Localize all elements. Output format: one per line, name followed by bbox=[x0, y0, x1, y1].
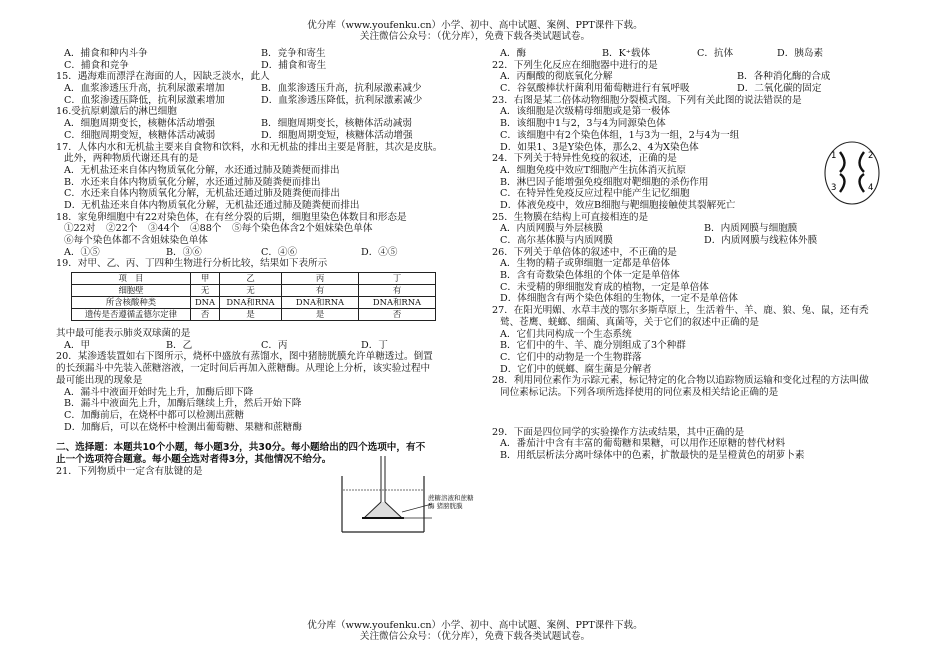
table-header-cell: 乙 bbox=[220, 273, 282, 285]
q27-stem-1: 27．在阳光明媚、水草丰茂的鄂尔多斯草原上，生活着牛、羊、鹿、狼、兔、鼠，还有秃 bbox=[492, 305, 869, 317]
q15-option-a[interactable]: A．血浆渗透压升高，抗利尿激素增加 bbox=[64, 83, 225, 95]
q25-option-a[interactable]: A．内质网膜与外层核膜 bbox=[500, 223, 603, 235]
q16-option-d[interactable]: D．细胞周期变短，核糖体活动增强 bbox=[261, 129, 413, 141]
table-header-row bbox=[72, 273, 436, 285]
q19-options bbox=[56, 340, 466, 352]
footer-line-1: 优分库（www.youfenku.cn）小学、初中、高中试题、案例、PPT课件下载。 bbox=[307, 620, 643, 631]
q29-stem: 29．下面是四位同学的实验操作方法或结果，其中正确的是 bbox=[492, 426, 745, 438]
chromosome-label-2: 2 bbox=[868, 151, 874, 161]
q19-table bbox=[71, 272, 436, 321]
q18-option-b[interactable]: B．③⑥ bbox=[166, 246, 202, 258]
table-row bbox=[72, 309, 436, 321]
q18-items bbox=[56, 223, 466, 235]
q27-stem-2: 鹫、苍鹰、蜣螂、细菌、真菌等，关于它们的叙述中正确的是 bbox=[500, 316, 760, 328]
q15-option-d[interactable]: D．血浆渗透压降低，抗利尿激素减少 bbox=[261, 94, 423, 106]
q16-option-a[interactable]: A．细胞周期变长，核糖体活动增强 bbox=[64, 118, 215, 130]
q22-option-d[interactable]: D．二氧化碳的固定 bbox=[737, 83, 822, 95]
q22-stem: 22．下列生化反应在细胞器中进行的是 bbox=[492, 59, 658, 71]
q22-option-a[interactable]: A．丙酮酸的彻底氧化分解 bbox=[500, 71, 613, 83]
q14-options-row-1 bbox=[56, 48, 466, 60]
q17-stem-1: 17．人体内水和无机盐主要来自食物和饮料，水和无机盐的排出主要是肾脏，其次是皮肤。 bbox=[56, 141, 443, 153]
table-cell: 否 bbox=[191, 309, 220, 321]
q21-option-d[interactable]: D．胰岛素 bbox=[777, 48, 824, 59]
table-header-cell: 甲 bbox=[191, 273, 220, 285]
table-row bbox=[72, 285, 436, 297]
q24-option-d[interactable]: D．体液免疫中，效应B细胞与靶细胞接触使其裂解死亡 bbox=[500, 199, 736, 211]
q19-table-wrap bbox=[56, 270, 466, 328]
chromosome-label-1: 1 bbox=[831, 151, 837, 161]
q18-item-2: ②22个 bbox=[106, 223, 138, 235]
osmosis-apparatus-figure bbox=[340, 456, 475, 536]
q26-stem: 26．下列关于单倍体的叙述中，不正确的是 bbox=[492, 246, 677, 258]
table-row bbox=[72, 297, 436, 309]
q15-options-row-2 bbox=[56, 95, 466, 107]
table-cell: 是 bbox=[282, 309, 359, 321]
table-cell: 有 bbox=[359, 285, 436, 297]
q25-options-row-2 bbox=[492, 235, 902, 247]
q17-option-c[interactable]: C．水还来自体内物质氧化分解，无机盐还通过肺及随粪便而排出 bbox=[64, 188, 340, 200]
q21-option-b[interactable]: B．K⁺载体 bbox=[602, 48, 651, 59]
chromosome-3 bbox=[840, 174, 845, 192]
q21-option-a[interactable]: A．酶 bbox=[500, 48, 527, 59]
q15-stem: 15．遇海难而漂浮在海面的人，因缺乏淡水，此人 bbox=[56, 71, 270, 83]
table-cell: 细胞壁 bbox=[72, 285, 191, 297]
header-line-2: 关注微信公众号：（优分库），免费下载各类试题试卷。 bbox=[359, 31, 591, 42]
q24-option-a[interactable]: A．细胞免疫中效应T细胞产生抗体消灭抗原 bbox=[500, 164, 687, 176]
table-cell: 无 bbox=[191, 285, 220, 297]
q16-option-c[interactable]: C．细胞周期变短，核糖体活动减弱 bbox=[64, 129, 216, 141]
q26-option-b[interactable]: B．含有奇数染色体组的个体一定是单倍体 bbox=[500, 270, 680, 282]
chromosome-1 bbox=[840, 152, 845, 172]
q18-option-a[interactable]: A．①⑤ bbox=[64, 246, 100, 258]
q24-option-b[interactable]: B．淋巴因子能增强免疫细胞对靶细胞的杀伤作用 bbox=[500, 176, 709, 188]
q15-option-b[interactable]: B．血浆渗透压升高，抗利尿激素减少 bbox=[261, 83, 422, 95]
q20-option-a[interactable]: A．漏斗中液面开始时先上升，加酶后即下降 bbox=[64, 386, 254, 398]
q20-option-b[interactable]: B．漏斗中液面先上升，加酶后继续上升，然后开始下降 bbox=[64, 398, 302, 410]
q23-option-b[interactable]: B．该细胞中1与2，3与4为同源染色体 bbox=[500, 118, 666, 130]
q20-stem-1: 20．某渗透装置如右下图所示，烧杯中盛放有蒸馏水，图中猪膀胱膜允许单糖透过。倒置 bbox=[56, 351, 433, 363]
q18-option-c[interactable]: C．④⑥ bbox=[261, 246, 298, 258]
q17-stem-2: 此外，两种物质代谢还具有的是 bbox=[64, 153, 199, 165]
q27-option-b[interactable]: B．它们中的牛、羊、鹿分别组成了3个种群 bbox=[500, 340, 686, 352]
q22-option-b[interactable]: B．各种消化酶的合成 bbox=[737, 71, 831, 83]
q22-options-row-1 bbox=[492, 71, 902, 83]
q20-option-d[interactable]: D．加酶后，可以在烧杯中检测出葡萄糖、果糖和蔗糖酶 bbox=[64, 421, 302, 433]
q19-option-d[interactable]: D．丁 bbox=[361, 339, 388, 351]
q25-option-b[interactable]: B．内质网膜与细胞膜 bbox=[704, 223, 798, 235]
q21-option-c[interactable]: C．抗体 bbox=[697, 48, 734, 59]
chromosome-label-3: 3 bbox=[831, 183, 837, 193]
q24-stem: 24．下列关于特异性免疫的叙述，正确的是 bbox=[492, 153, 677, 165]
table-cell: 是 bbox=[220, 309, 282, 321]
q25-options-row-1 bbox=[492, 223, 902, 235]
table-cell: DNA和RNA bbox=[220, 297, 282, 309]
q25-stem: 25．生物膜在结构上可直接相连的是 bbox=[492, 211, 649, 223]
cell-division-figure bbox=[822, 140, 882, 206]
q22-options-row-2 bbox=[492, 83, 902, 95]
table-cell: 有 bbox=[282, 285, 359, 297]
q18-item-6: ⑥每个染色体都不含姐妹染色单体 bbox=[64, 235, 208, 246]
q20-stem-2: 的长颈漏斗中先装入蔗糖溶液，一定时间后再加入蔗糖酶。从理论上分析，该实验过程中 bbox=[56, 363, 431, 375]
q23-stem: 23．右图是某二倍体动物细胞分裂模式图。下列有关此图的说法错误的是 bbox=[492, 94, 802, 106]
q14-option-b[interactable]: B．竞争和寄生 bbox=[261, 48, 326, 59]
q14-option-d[interactable]: D．捕食和寄生 bbox=[261, 59, 327, 71]
q18-item-1: ①22对 bbox=[64, 223, 96, 235]
header-line-1: 优分库（www.youfenku.cn）小学、初中、高中试题、案例、PPT课件下载。 bbox=[307, 20, 643, 31]
q17-option-b[interactable]: B．水还来自体内物质氧化分解，水还通过肺及随粪便而排出 bbox=[64, 176, 321, 188]
q21-options bbox=[492, 48, 902, 60]
q19-tail: 其中最可能表示肺炎双球菌的是 bbox=[56, 328, 191, 340]
q19-option-b[interactable]: B．乙 bbox=[166, 339, 193, 351]
q28-stem-1: 28．利用同位素作为示踪元素，标记特定的化合物以追踪物质运输和变化过程的方法叫做 bbox=[492, 375, 869, 387]
footer-line-2: 关注微信公众号：（优分库），免费下载各类试题试卷。 bbox=[359, 631, 591, 642]
q27-option-a[interactable]: A．它们共同构成一个生态系统 bbox=[500, 328, 632, 340]
table-header-cell: 丙 bbox=[282, 273, 359, 285]
right-column bbox=[492, 48, 902, 462]
q17-option-d[interactable]: D．无机盐还来自体内物质氧化分解，无机盐还通过肺及随粪便而排出 bbox=[64, 199, 360, 211]
table-cell: DNA和RNA bbox=[282, 297, 359, 309]
table-header-cell: 项 目 bbox=[72, 273, 191, 285]
chromosome-2 bbox=[860, 152, 865, 172]
q18-item-4: ④88个 bbox=[190, 223, 222, 235]
q29-option-b[interactable]: B．用纸层析法分离叶绿体中的色素，扩散最快的是呈橙黄色的胡萝卜素 bbox=[500, 450, 805, 461]
q18-option-d[interactable]: D．④⑤ bbox=[361, 246, 398, 258]
table-cell: 遗传是否遵循孟德尔定律 bbox=[72, 309, 191, 321]
q27-option-d[interactable]: D．它们中的蜣螂、腐生菌是分解者 bbox=[500, 363, 652, 375]
q19-option-a[interactable]: A．甲 bbox=[64, 339, 91, 351]
q18-stem: 18．家兔卵细胞中有22对染色体，在有丝分裂的后期，细胞里染色体数目和形态是 bbox=[56, 211, 407, 223]
section-2-heading-1: 二、选择题：本题共10个小题，每小题3分，共30分。每小题给出的四个选项中，有不 bbox=[56, 442, 426, 454]
q16-options-row-1 bbox=[56, 118, 466, 130]
q14-options-row-2 bbox=[56, 60, 466, 72]
q18-item-5: ⑤每个染色体含2个姐妹染色单体 bbox=[232, 223, 373, 235]
q18-options bbox=[56, 247, 466, 259]
q17-option-a[interactable]: A．无机盐还来自体内物质氧化分解，水还通过肺及随粪便而排出 bbox=[64, 164, 340, 176]
left-column bbox=[56, 48, 466, 477]
table-cell: 无 bbox=[220, 285, 282, 297]
table-cell: 所含核酸种类 bbox=[72, 297, 191, 309]
table-cell: DNA和RNA bbox=[359, 297, 436, 309]
q22-option-c[interactable]: C．谷氨酸棒状杆菌利用葡萄糖进行有氧呼吸 bbox=[500, 83, 690, 95]
q23-option-a[interactable]: A．该细胞是次级精母细胞或是第一极体 bbox=[500, 106, 671, 118]
table-header-cell: 丁 bbox=[359, 273, 436, 285]
q26-option-c[interactable]: C．未受精的卵细胞发育成的植物，一定是单倍体 bbox=[500, 281, 709, 293]
q19-option-c[interactable]: C．丙 bbox=[261, 339, 288, 351]
q25-option-d[interactable]: D．内质网膜与线粒体外膜 bbox=[704, 235, 818, 246]
q26-option-d[interactable]: D．体细胞含有两个染色体组的生物体，一定不是单倍体 bbox=[500, 293, 738, 305]
q20-stem-3: 最可能出现的现象是 bbox=[56, 374, 143, 386]
q20-option-c[interactable]: C．加酶前后，在烧杯中都可以检测出蔗糖 bbox=[64, 409, 245, 421]
q15-options-row-1 bbox=[56, 83, 466, 95]
q15-option-c[interactable]: C．血浆渗透压降低，抗利尿激素增加 bbox=[64, 94, 225, 106]
q26-option-a[interactable]: A．生物的精子或卵细胞一定都是单倍体 bbox=[500, 258, 671, 270]
q23-option-c[interactable]: C．该细胞中有2个染色体组，1与3为一组，2与4为一组 bbox=[500, 129, 740, 141]
q14-option-c[interactable]: C．捕食和竞争 bbox=[64, 59, 129, 71]
q28-stem-2: 同位素标记法。下列各项所选择使用的同位素及相关结论正确的是 bbox=[500, 386, 779, 398]
q16-options-row-2 bbox=[56, 130, 466, 142]
q27-option-c[interactable]: C．它们中的动物是一个生物群落 bbox=[500, 351, 642, 363]
chromosome-4 bbox=[860, 174, 865, 192]
q14-option-a[interactable]: A．捕食和种内斗争 bbox=[64, 48, 148, 59]
table-cell: DNA bbox=[191, 297, 220, 309]
q25-option-c[interactable]: C．高尔基体膜与内质网膜 bbox=[500, 235, 613, 246]
section-2-heading-2: 止一个选项符合题意。每小题全选对者得3分，其他情况不给分。 bbox=[56, 453, 332, 465]
q23-option-d[interactable]: D．如果1、3是Y染色体，那么2、4为X染色体 bbox=[500, 141, 699, 153]
funnel-bulb bbox=[364, 502, 402, 518]
q21-stem: 21．下列物质中一定含有肽键的是 bbox=[56, 465, 203, 477]
osmosis-figure-label: 蔗糖溶液和蔗糖酶 猪膀胱膜 bbox=[428, 494, 474, 510]
q18-item-3: ③44个 bbox=[148, 223, 180, 235]
q29-option-a[interactable]: A．番茄汁中含有丰富的葡萄糖和果糖，可以用作还原糖的替代材料 bbox=[500, 438, 786, 450]
q24-option-c[interactable]: C．在特异性免疫反应过程中能产生记忆细胞 bbox=[500, 188, 690, 200]
chromosome-label-4: 4 bbox=[868, 183, 874, 193]
q16-option-b[interactable]: B．细胞周期变长，核糖体活动减弱 bbox=[261, 118, 412, 130]
table-cell: 否 bbox=[359, 309, 436, 321]
q16-stem: 16.受抗原刺激后的淋巴细胞 bbox=[56, 106, 177, 118]
q19-stem: 19．对甲、乙、丙、丁四种生物进行分析比较，结果如下表所示 bbox=[56, 258, 328, 270]
